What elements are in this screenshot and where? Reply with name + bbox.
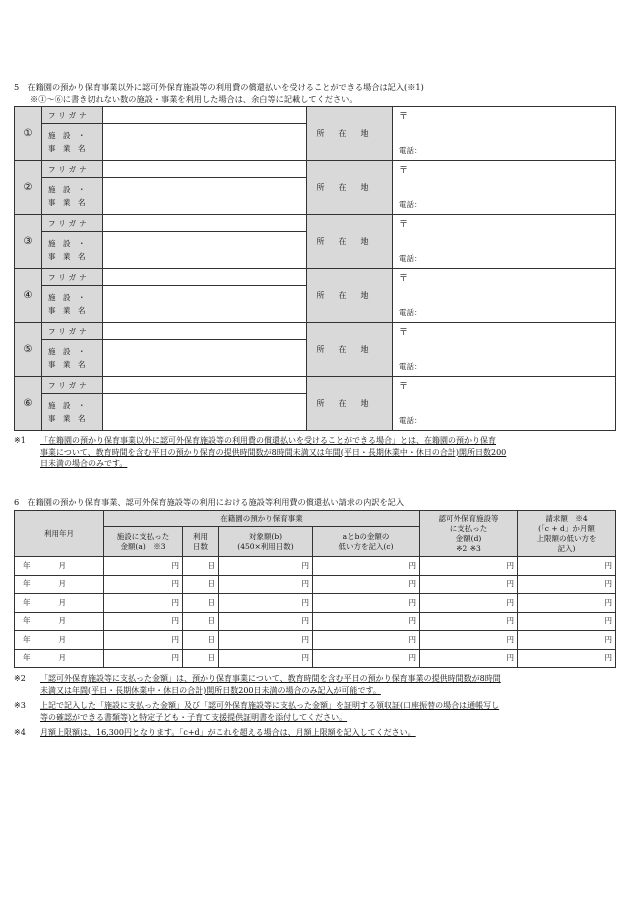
note3-line2: 等の確認ができる書類等)と特定子ども・子育て支援提供証明書を添付してください。 bbox=[40, 712, 348, 722]
target-b-cell[interactable]: 円 bbox=[219, 631, 313, 650]
facility-name-label: 施 設 ・ 事 業 名 bbox=[42, 394, 103, 431]
table-row bbox=[15, 575, 616, 594]
lower-c-cell[interactable]: 円 bbox=[313, 594, 420, 613]
header-paid-a: 施設に支払った 金額(a) ※3 bbox=[104, 527, 183, 557]
header-group: 在籍園の預かり保育事業 bbox=[104, 511, 420, 527]
section5-subnote: ※①～⑥に書き切れない数の施設・事業を利用した場合は、余白等に記載してください。 bbox=[30, 94, 358, 104]
header-claim: 請求額 ※4 (「c + d」か月額 上限額の低い方を 記入) bbox=[518, 511, 616, 557]
paid-d-cell[interactable]: 円 bbox=[420, 649, 518, 668]
header-days: 利用 日数 bbox=[183, 527, 219, 557]
note3-mark: ※3 bbox=[14, 701, 26, 710]
table-row bbox=[15, 594, 616, 613]
target-b-cell[interactable]: 円 bbox=[219, 612, 313, 631]
note1 bbox=[14, 435, 619, 470]
phone-label: 電話： bbox=[399, 308, 422, 317]
paid-d-cell[interactable]: 円 bbox=[420, 557, 518, 576]
month-cell[interactable]: 年 月 bbox=[15, 631, 104, 650]
location-label: 所在地 bbox=[307, 323, 393, 377]
phone-label: 電話： bbox=[399, 200, 422, 209]
address-field[interactable] bbox=[393, 323, 616, 377]
lower-c-cell[interactable]: 円 bbox=[313, 575, 420, 594]
furigana-field[interactable] bbox=[103, 107, 307, 124]
note2 bbox=[14, 673, 619, 696]
facility-name-label: 施 設 ・ 事 業 名 bbox=[42, 286, 103, 323]
facility-name-label: 施 設 ・ 事 業 名 bbox=[42, 340, 103, 377]
furigana-label: フリガナ bbox=[42, 269, 103, 286]
note4-mark: ※4 bbox=[14, 728, 26, 737]
note4-line1: 月額上限額は、16,300円となります。「c+d」がこれを超える場合は、月額上限額を記入してください。 bbox=[40, 728, 416, 737]
claim-cell[interactable]: 円 bbox=[518, 649, 616, 668]
note1-line2: 事業について、教育時間を含む平日の預かり保育の提供時間数が8時間未満又は年間(平日・長期休業中・休日の合計)開所日数200 bbox=[40, 447, 507, 457]
note2-line2: 未満又は年間(平日・長期休業中・休日の合計)開所日数200日未満の場合のみ記入が可能です。 bbox=[40, 685, 381, 695]
facility-number: ⑤ bbox=[15, 323, 42, 377]
facility-number: ④ bbox=[15, 269, 42, 323]
address-field[interactable] bbox=[393, 215, 616, 269]
furigana-field[interactable] bbox=[103, 215, 307, 232]
target-b-cell[interactable]: 円 bbox=[219, 557, 313, 576]
days-cell[interactable]: 日 bbox=[183, 575, 219, 594]
note1-line1: 「在籍園の預かり保育事業以外に認可外保育施設等の利用費の償還払いを受けることができる場合」とは、在籍園の預かり保育 bbox=[40, 436, 496, 445]
location-label: 所在地 bbox=[307, 377, 393, 431]
facility-name-field[interactable] bbox=[103, 286, 307, 323]
days-cell[interactable]: 日 bbox=[183, 649, 219, 668]
furigana-field[interactable] bbox=[103, 161, 307, 178]
furigana-field[interactable] bbox=[103, 323, 307, 340]
table-row bbox=[15, 612, 616, 631]
address-field[interactable] bbox=[393, 107, 616, 161]
note3 bbox=[14, 700, 619, 723]
address-field[interactable] bbox=[393, 269, 616, 323]
paid-d-cell[interactable]: 円 bbox=[420, 594, 518, 613]
furigana-label: フリガナ bbox=[42, 323, 103, 340]
location-label: 所在地 bbox=[307, 215, 393, 269]
days-cell[interactable]: 日 bbox=[183, 631, 219, 650]
header-month: 利用年月 bbox=[15, 511, 104, 557]
header-target-b: 対象額(b) (450×利用日数) bbox=[219, 527, 313, 557]
address-field[interactable] bbox=[393, 377, 616, 431]
lower-c-cell[interactable]: 円 bbox=[313, 631, 420, 650]
section6-title: 6 在籍園の預かり保育事業、認可外保育施設等の利用における施設等利用費の償還払い請求の内訳を記入 bbox=[14, 497, 405, 507]
note2-mark: ※2 bbox=[14, 674, 26, 683]
postal-mark: 〒 bbox=[399, 328, 409, 338]
facility-name-field[interactable] bbox=[103, 232, 307, 269]
note3-line1: 上記で記入した「施設に支払った金額」及び「認可外保育施設等に支払った金額」を証明する領収証(口座振替の場合は通帳写し bbox=[40, 701, 500, 710]
claim-cell[interactable]: 円 bbox=[518, 557, 616, 576]
month-cell[interactable]: 年 月 bbox=[15, 649, 104, 668]
phone-label: 電話： bbox=[399, 254, 422, 263]
furigana-label: フリガナ bbox=[42, 107, 103, 124]
facility-number: ③ bbox=[15, 215, 42, 269]
days-cell[interactable]: 日 bbox=[183, 594, 219, 613]
claim-cell[interactable]: 円 bbox=[518, 631, 616, 650]
facility-name-field[interactable] bbox=[103, 340, 307, 377]
note2-line1: 「認可外保育施設等に支払った金額」は、預かり保育事業について、教育時間を含む平日の預かり保育事業の提供時間数が8時間 bbox=[40, 674, 501, 683]
postal-mark: 〒 bbox=[399, 112, 409, 122]
header-lower-c: aとbの金額の 低い方を記入(c) bbox=[313, 527, 420, 557]
postal-mark: 〒 bbox=[399, 274, 409, 284]
table-row bbox=[15, 557, 616, 576]
location-label: 所在地 bbox=[307, 161, 393, 215]
note1-line3: 日未満の場合のみです。 bbox=[40, 459, 128, 468]
claim-cell[interactable]: 円 bbox=[518, 612, 616, 631]
paid-d-cell[interactable]: 円 bbox=[420, 631, 518, 650]
month-cell[interactable]: 年 月 bbox=[15, 575, 104, 594]
facility-name-label: 施 設 ・ 事 業 名 bbox=[42, 232, 103, 269]
section5-title: 5 在籍園の預かり保育事業以外に認可外保育施設等の利用費の償還払いを受けることができる場合は記入(※1) bbox=[14, 82, 424, 92]
phone-label: 電話： bbox=[399, 362, 422, 371]
furigana-label: フリガナ bbox=[42, 215, 103, 232]
postal-mark: 〒 bbox=[399, 166, 409, 176]
address-field[interactable] bbox=[393, 161, 616, 215]
lower-c-cell[interactable]: 円 bbox=[313, 649, 420, 668]
paid-a-cell[interactable]: 円 bbox=[104, 649, 183, 668]
header-d: 認可外保育施設等 に支払った 金額(d) ※2 ※3 bbox=[420, 511, 518, 557]
facility-name-label: 施 設 ・ 事 業 名 bbox=[42, 178, 103, 215]
phone-label: 電話： bbox=[399, 146, 422, 155]
claim-cell[interactable]: 円 bbox=[518, 594, 616, 613]
fee-table bbox=[14, 510, 616, 668]
phone-label: 電話： bbox=[399, 416, 422, 425]
facility-number: ① bbox=[15, 107, 42, 161]
note1-mark: ※1 bbox=[14, 436, 26, 445]
table-row bbox=[15, 631, 616, 650]
postal-mark: 〒 bbox=[399, 382, 409, 392]
lower-c-cell[interactable]: 円 bbox=[313, 612, 420, 631]
month-cell[interactable]: 年 月 bbox=[15, 594, 104, 613]
facility-name-label: 施 設 ・ 事 業 名 bbox=[42, 124, 103, 161]
target-b-cell[interactable]: 円 bbox=[219, 594, 313, 613]
days-cell[interactable]: 日 bbox=[183, 557, 219, 576]
days-cell[interactable]: 日 bbox=[183, 612, 219, 631]
facility-name-field[interactable] bbox=[103, 124, 307, 161]
table-row bbox=[15, 649, 616, 668]
paid-a-cell[interactable]: 円 bbox=[104, 557, 183, 576]
lower-c-cell[interactable]: 円 bbox=[313, 557, 420, 576]
note4 bbox=[14, 727, 619, 739]
paid-a-cell[interactable]: 円 bbox=[104, 594, 183, 613]
target-b-cell[interactable]: 円 bbox=[219, 649, 313, 668]
facility-name-field[interactable] bbox=[103, 178, 307, 215]
furigana-field[interactable] bbox=[103, 377, 307, 394]
facility-name-field[interactable] bbox=[103, 394, 307, 431]
location-label: 所在地 bbox=[307, 269, 393, 323]
postal-mark: 〒 bbox=[399, 220, 409, 230]
paid-a-cell[interactable]: 円 bbox=[104, 612, 183, 631]
paid-a-cell[interactable]: 円 bbox=[104, 631, 183, 650]
furigana-field[interactable] bbox=[103, 269, 307, 286]
location-label: 所在地 bbox=[307, 107, 393, 161]
facility-table bbox=[14, 106, 616, 431]
paid-d-cell[interactable]: 円 bbox=[420, 575, 518, 594]
furigana-label: フリガナ bbox=[42, 377, 103, 394]
claim-cell[interactable]: 円 bbox=[518, 575, 616, 594]
facility-number: ⑥ bbox=[15, 377, 42, 431]
month-cell[interactable]: 年 月 bbox=[15, 612, 104, 631]
paid-d-cell[interactable]: 円 bbox=[420, 612, 518, 631]
facility-number: ② bbox=[15, 161, 42, 215]
paid-a-cell[interactable]: 円 bbox=[104, 575, 183, 594]
target-b-cell[interactable]: 円 bbox=[219, 575, 313, 594]
month-cell[interactable]: 年 月 bbox=[15, 557, 104, 576]
furigana-label: フリガナ bbox=[42, 161, 103, 178]
